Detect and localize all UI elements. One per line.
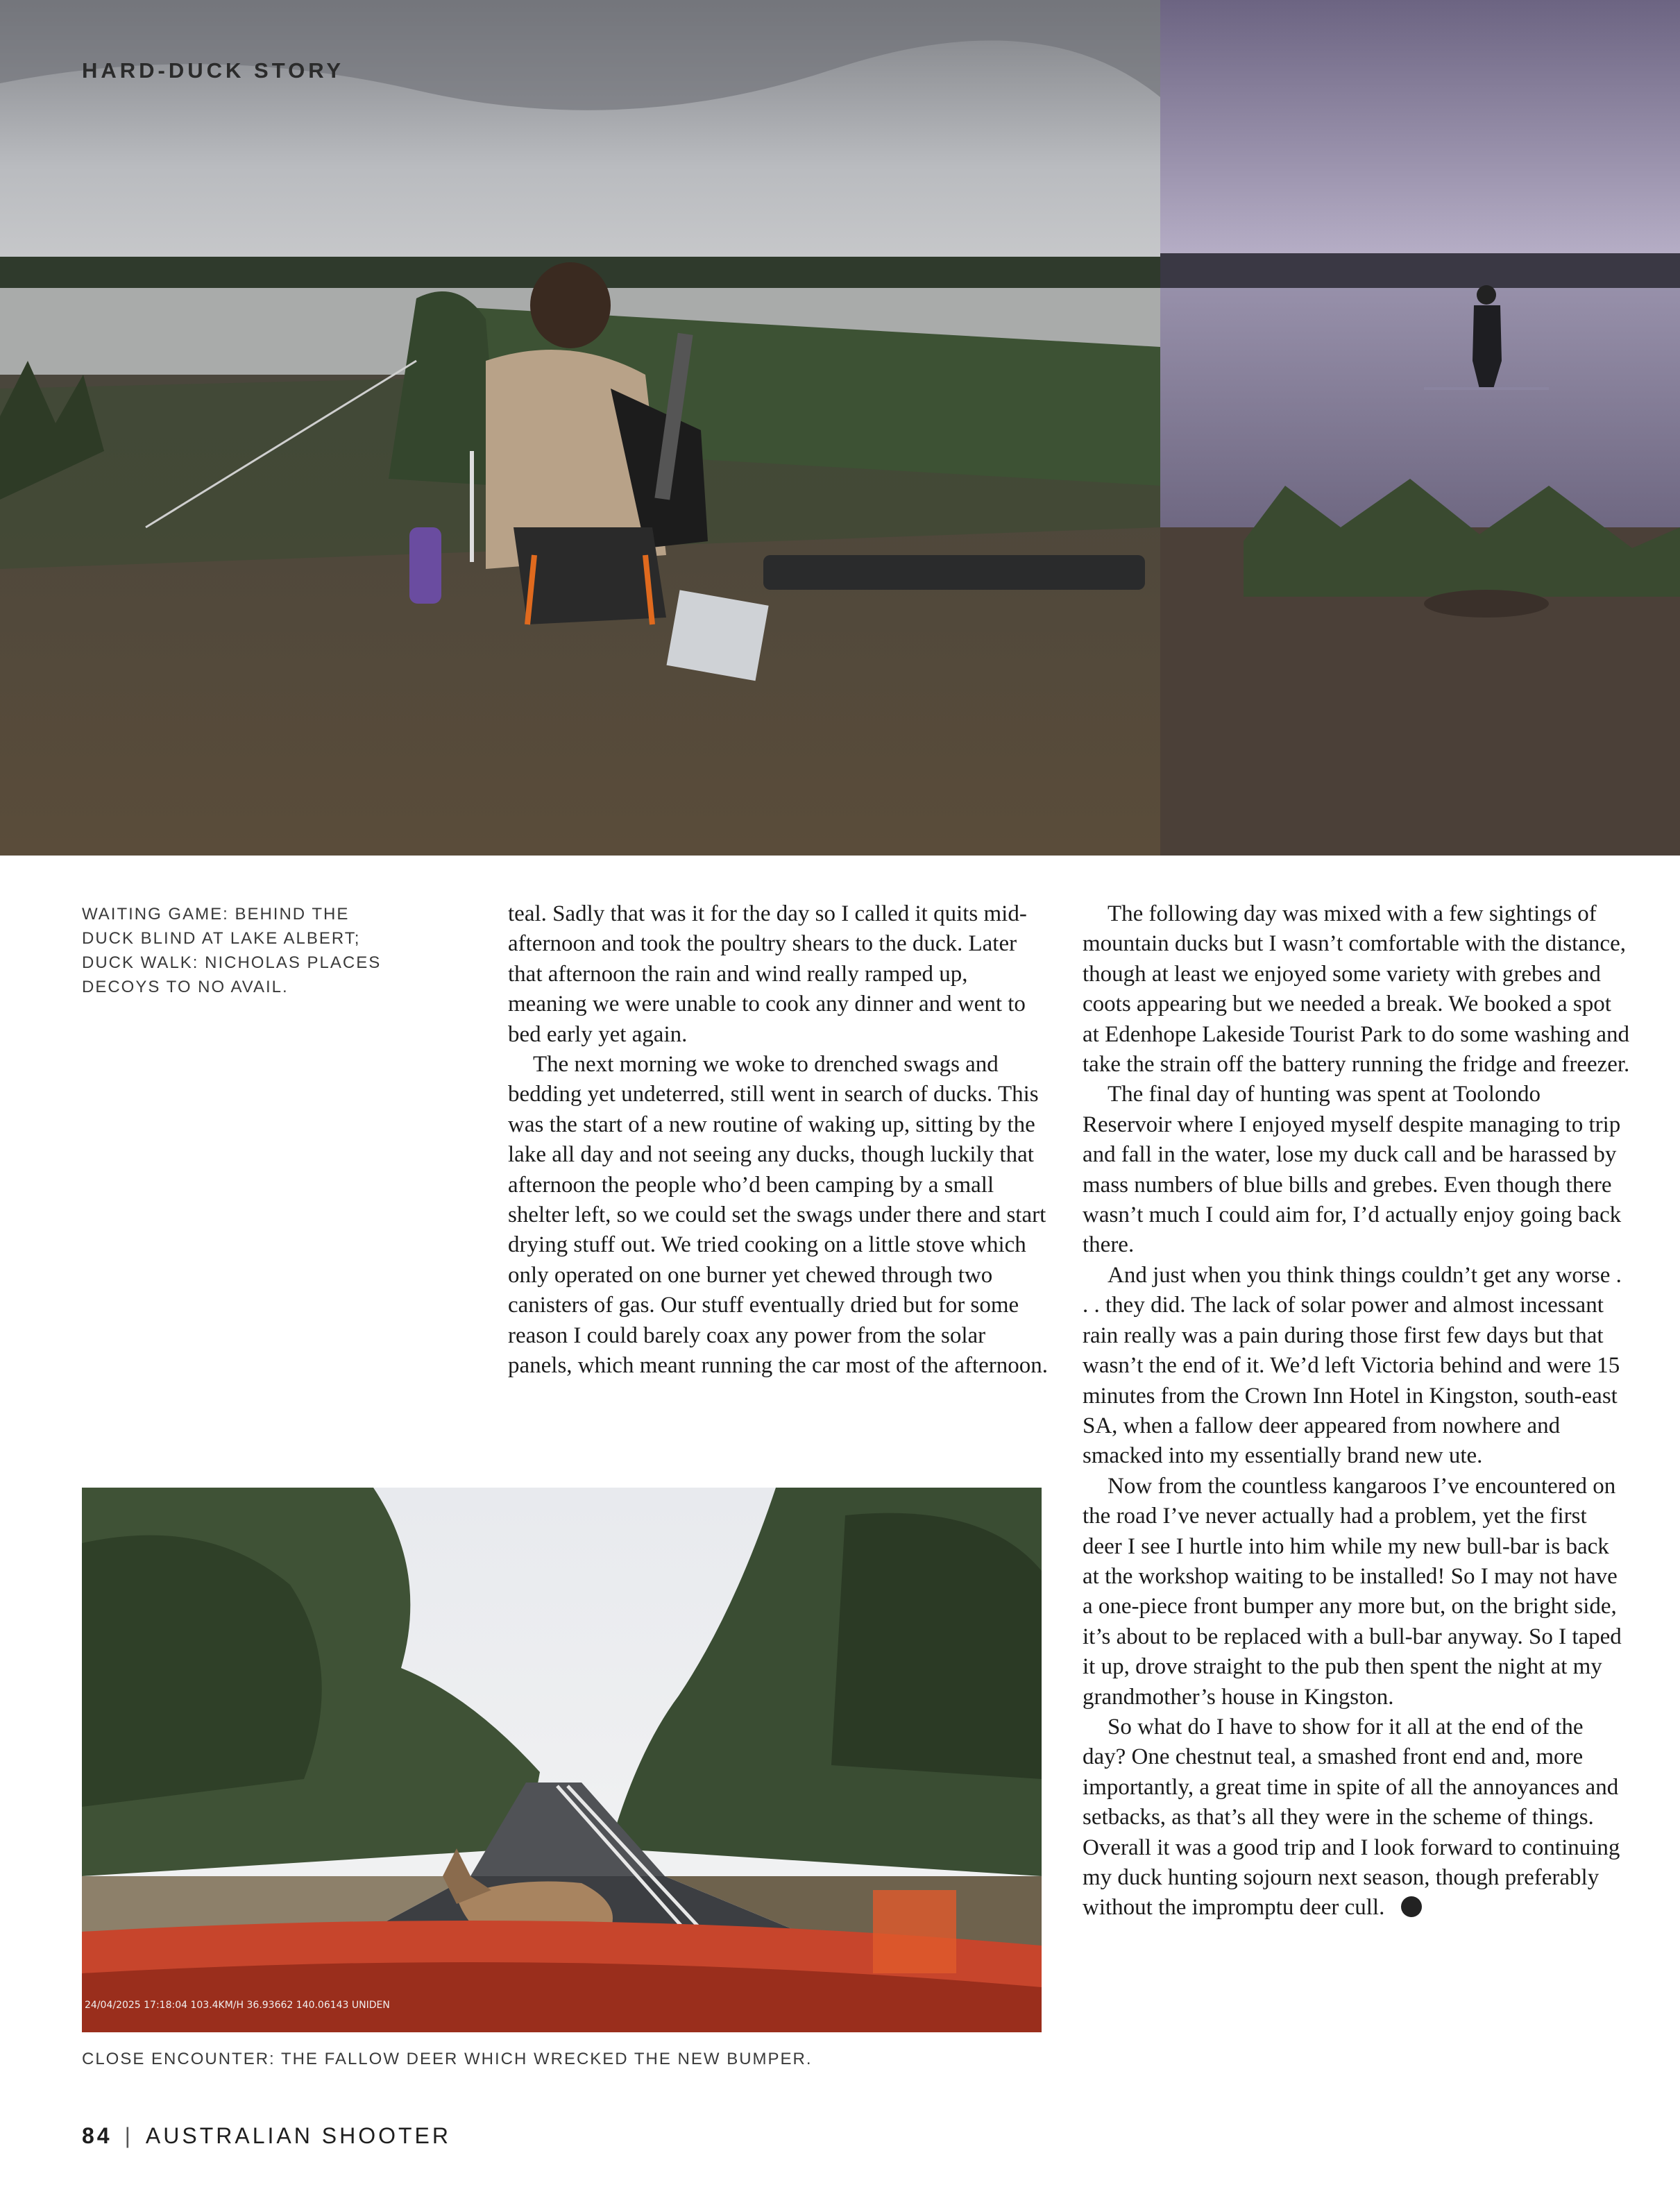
article-column-1	[508, 899, 1049, 1381]
footer-separator: |	[124, 2123, 133, 2148]
photo-caption-top: WAITING GAME: BEHIND THE DUCK BLIND AT LAKE ALBERT; DUCK WALK: NICHOLAS PLACES DECOYS TO NO AVAIL.	[82, 905, 382, 996]
publication-name: AUSTRALIAN SHOOTER	[145, 2123, 451, 2148]
paragraph: The next morning we woke to drenched swags and bedding yet undeterred, still went in search of ducks. This was the start of a new routine of waking up, sitting by the lake all day and not seeing any ducks, though luckily that afternoon the people who’d been camping by a small shelter left, so we could set the swags under there and start drying stuff out. We tried cooking on a little stove which only operated on one burner yet chewed through two canisters of gas. Our stuff eventually dried but for some reason I could barely coax any power from the solar panels, which meant running the car most of the afternoon.	[508, 1052, 1049, 1379]
dashcam-overlay-text: 24/04/2025 17:18:04 103.4KM/H 36.93662 140.06143 UNIDEN	[85, 2000, 390, 2011]
photo-duck-blind	[0, 0, 1160, 856]
paragraph: And just when you think things couldn’t get any worse . . . they did. The lack of solar power and almost incessant rain really was a pain during those first few days but that wasn’t the end of it. We’d left Victoria behind and were 15 minutes from the Crown Inn Hotel in Kingston, south-east SA, when a fallow deer appeared from nowhere and smacked into my essentially brand new ute.	[1083, 1262, 1622, 1469]
paragraph-final	[1083, 1712, 1631, 1923]
paragraph-final-text: So what do I have to show for it all at the end of the day? One chestnut teal, a smashed front end and, more importantly, a great time in spite of all the annoyances and setbacks, as that’s all they were in the scheme of things. Overall it was a good trip and I look forward to continuing my duck hunting sojourn next season, though preferably without the impromptu deer cull.	[1083, 1714, 1620, 1921]
paragraph: The final day of hunting was spent at Toolondo Reservoir where I enjoyed myself despite managing to trip and fall in the water, lose my duck call and be harassed by mass numbers of blue bills and grebes. Even though there wasn’t much I could aim for, I’d actually enjoy going back there.	[1083, 1082, 1622, 1258]
section-label: HARD-DUCK STORY	[82, 58, 345, 83]
end-mark-icon	[1401, 1896, 1422, 1917]
paragraph: The following day was mixed with a few sightings of mountain ducks but I wasn’t comfortable with the distance, though at least we enjoyed some variety with grebes and coots appearing but we needed a break. We booked a spot at Edenhope Lakeside Tourist Park to do some washing and take the strain off the battery running the fridge and freezer.	[1083, 901, 1630, 1078]
paragraph: Now from the countless kangaroos I’ve encountered on the road I’ve never actually had a problem, yet the first deer I see I hurtle into him while my new bull-bar is back at the workshop waiting to be installed! So I may not have a one-piece front bumper any more but, on the bright side, it’s about to be replaced with a bull-bar anyway. So I taped it up, drove straight to the pub then spent the night at my grandmother’s house in Kingston.	[1083, 1473, 1622, 1710]
article-column-2	[1083, 899, 1631, 1923]
paragraph: teal. Sadly that was it for the day so I called it quits mid-afternoon and took the poultry shears to the duck. Later that afternoon the rain and wind really ramped up, meaning we were unable to cook any dinner and went to bed early yet again.	[508, 901, 1027, 1047]
photo-dashcam-deer	[82, 1488, 1042, 2032]
photo-decoy-walk	[1160, 0, 1680, 856]
photo-caption-bottom: CLOSE ENCOUNTER: THE FALLOW DEER WHICH WRECKED THE NEW BUMPER.	[82, 2050, 813, 2068]
page-number: 84	[82, 2123, 112, 2148]
page-footer	[82, 2123, 451, 2149]
